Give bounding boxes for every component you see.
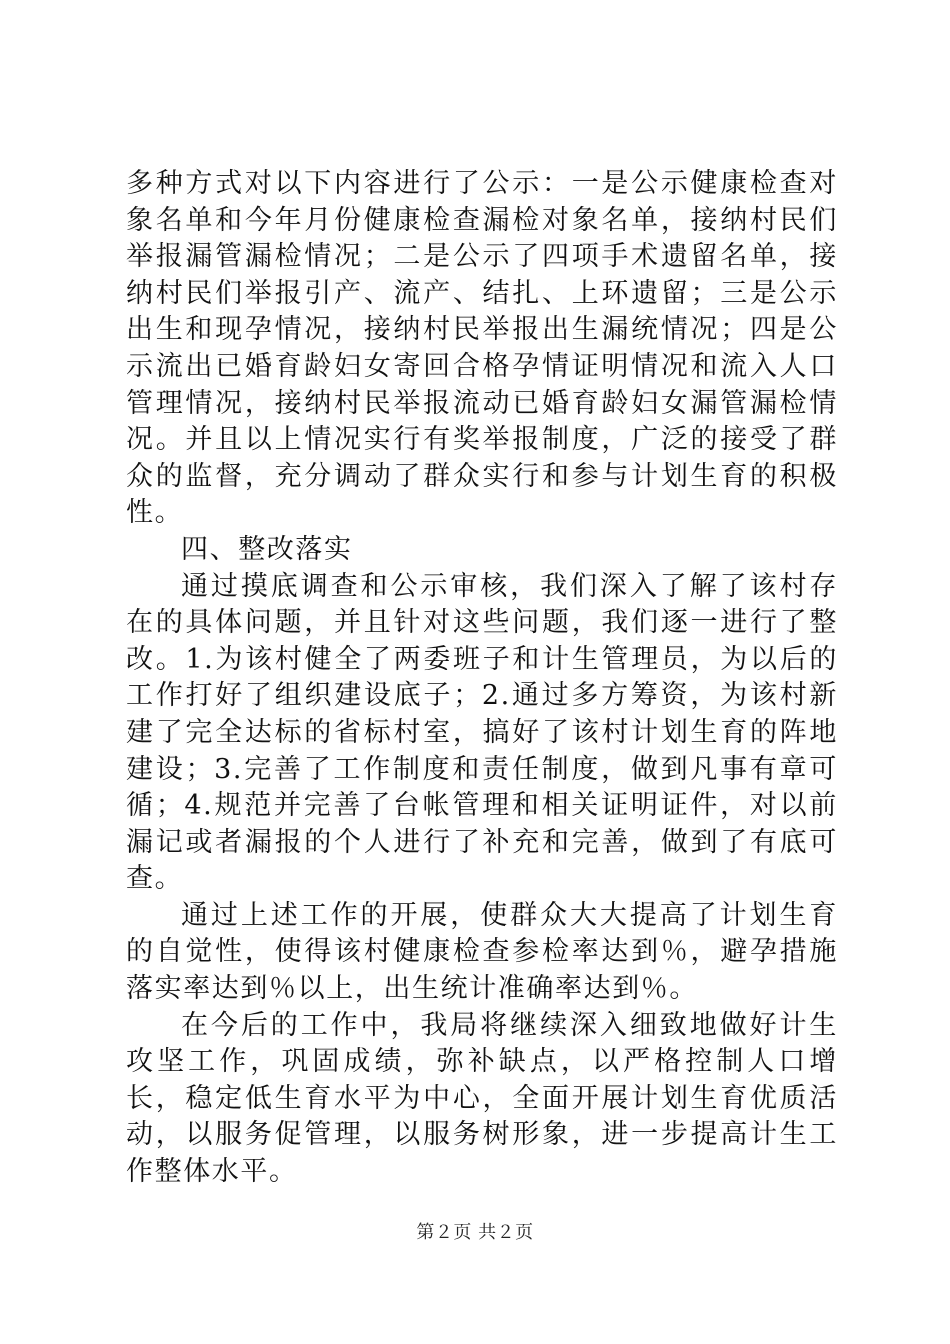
document-body — [126, 166, 838, 1191]
paragraph-rectification-measures: 通过摸底调查和公示审核，我们深入了解了该村存在的具体问题，并且针对这些问题，我们逐一进行了整改。1.为该村健全了两委班子和计生管理员，为以后的工作打好了组织建设底子；2.通过多方筹资，为该村新建了完全达标的省标村室，搞好了该村计划生育的阵地建设；3.完善了工作制度和责任制度，做到凡事有章可循；4.规范并完善了台帐管理和相关证明证件，对以前漏记或者漏报的个人进行了补充和完善，做到了有底可查。 — [126, 570, 838, 895]
section-heading-rectification: 四、整改落实 — [181, 533, 353, 565]
paragraph-future-work: 在今后的工作中，我局将继续深入细致地做好计生攻坚工作，巩固成绩，弥补缺点，以严格控制人口增长，稳定低生育水平为中心，全面开展计划生育优质活动，以服务促管理，以服务树形象，进一步提高计生工作整体水平。 — [126, 1009, 838, 1188]
paragraph-results: 通过上述工作的开展，使群众大大提高了计划生育的自觉性，使得该村健康检查参检率达到％，避孕措施落实率达到％以上，出生统计准确率达到％。 — [126, 899, 838, 1005]
page-number-footer: 第２页 共２页 — [416, 1222, 534, 1243]
paragraph-public-notice: 多种方式对以下内容进行了公示：一是公示健康检查对象名单和今年月份健康检查漏检对象名单，接纳村民们举报漏管漏检情况；二是公示了四项手术遗留名单，接纳村民们举报引产、流产、结扎、上环遗留；三是公示出生和现孕情况，接纳村民举报出生漏统情况；四是公示流出已婚育龄妇女寄回合格孕情证明情况和流入人口管理情况，接纳村民举报流动已婚育龄妇女漏管漏检情况。并且以上情况实行有奖举报制度，广泛的接受了群众的监督，充分调动了群众实行和参与计划生育的积极性。 — [126, 168, 838, 529]
